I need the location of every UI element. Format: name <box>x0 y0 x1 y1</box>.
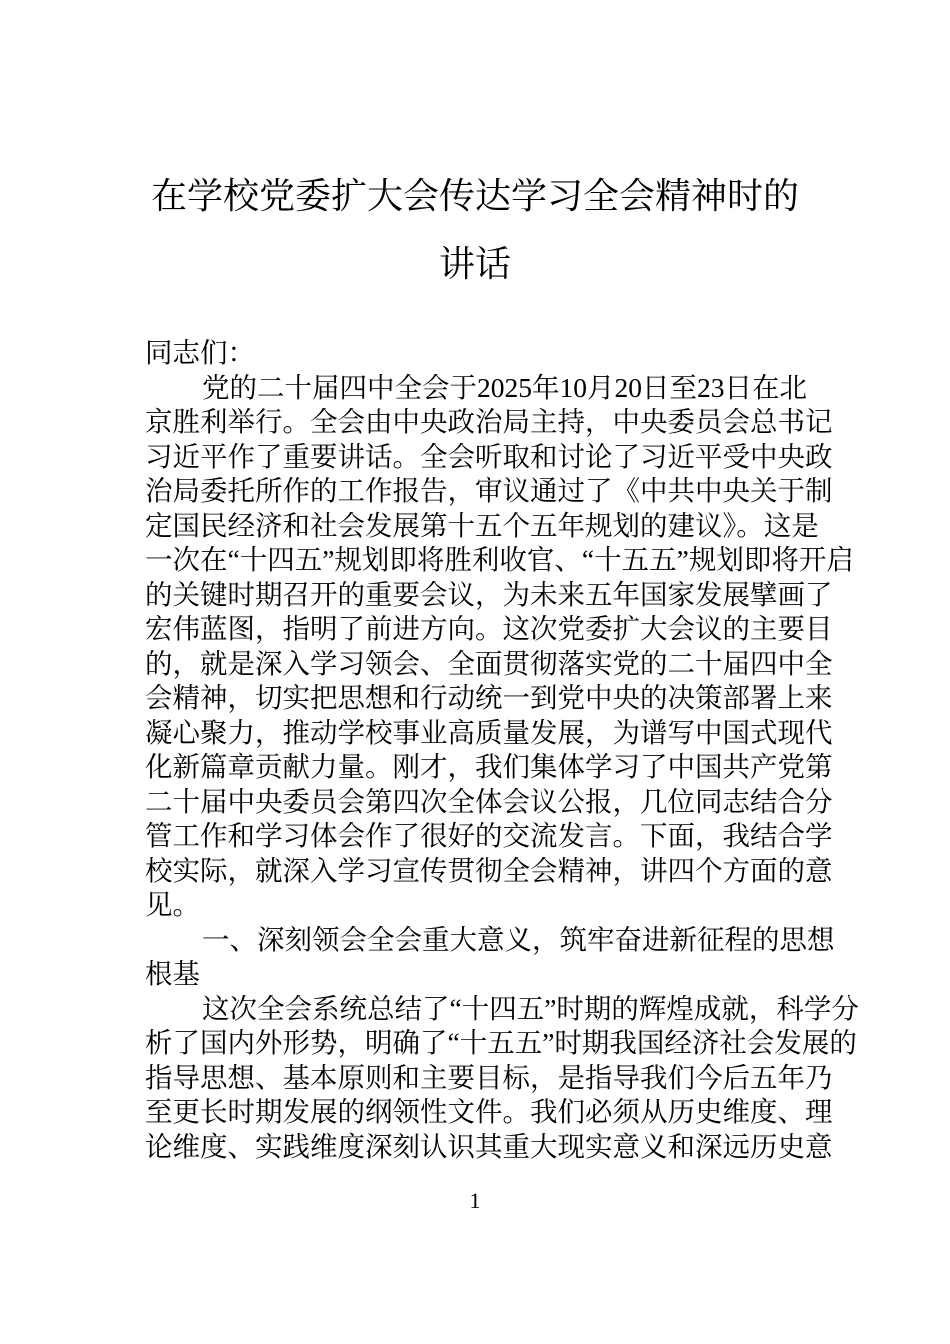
text-line: 凝心聚力，推动学校事业高质量发展，为谱写中国式现代 <box>145 716 833 748</box>
salutation <box>145 336 805 371</box>
text-line: 论维度、实践维度深刻认识其重大现实意义和深远历史意 <box>145 1130 833 1162</box>
text-line: 化新篇章贡献力量。刚才，我们集体学习了中国共产党第 <box>145 751 833 782</box>
text-line: 习近平作了重要讲话。全会听取和讨论了习近平受中央政 <box>145 440 833 472</box>
text-line: 一、深刻领会全会重大意义，筑牢奋进新征程的思想 <box>202 923 835 955</box>
text-line: 京胜利举行。全会由中央政治局主持，中央委员会总书记 <box>145 406 833 437</box>
document-body <box>145 336 859 1164</box>
text-line: 党的二十届四中全会于2025年10月20日至23日在北 <box>202 371 807 403</box>
text-line: 这次全会系统总结了“十四五”时期的辉煌成就，科学分 <box>202 992 859 1024</box>
text-line: 根基 <box>145 958 200 989</box>
text-line: 至更长时期发展的纲领性文件。我们必须从历史维度、理 <box>145 1096 833 1127</box>
section-heading <box>145 923 835 992</box>
text-line: 同志们： <box>145 337 255 368</box>
paragraph <box>145 371 854 923</box>
text-line: 治局委托所作的工作报告，审议通过了《中共中央关于制 <box>145 475 833 506</box>
text-line: 析了国内外形势，明确了“十五五”时期我国经济社会发展的 <box>145 1027 857 1058</box>
text-line: 校实际，就深入学习宣传贯彻全会精神，讲四个方面的意 <box>145 854 833 886</box>
text-line: 见。 <box>145 889 200 920</box>
text-line: 会精神，切实把思想和行动统一到党中央的决策部署上来 <box>145 682 833 713</box>
text-line: 定国民经济和社会发展第十五个五年规划的建议》。这是 <box>145 509 819 541</box>
document-title-line-2: 讲话 <box>438 244 511 284</box>
paragraph <box>145 992 859 1165</box>
text-line: 的，就是深入学习领会、全面贯彻落实党的二十届四中全 <box>145 647 833 679</box>
text-line: 一次在“十四五”规划即将胜利收官、“十五五”规划即将开启 <box>145 544 854 575</box>
text-line: 指导思想、基本原则和主要目标，是指导我们今后五年乃 <box>145 1061 833 1093</box>
text-line: 二十届中央委员会第四次全体会议公报，几位同志结合分 <box>145 785 833 817</box>
text-line: 的关键时期召开的重要会议，为未来五年国家发展擘画了 <box>145 578 833 610</box>
text-line: 管工作和学习体会作了很好的交流发言。下面，我结合学 <box>145 820 833 851</box>
document-title-line-1: 在学校党委扩大会传达学习全会精神时的 <box>150 176 799 216</box>
page-number: 1 <box>469 1188 481 1213</box>
text-line: 宏伟蓝图，指明了前进方向。这次党委扩大会议的主要目 <box>145 613 833 644</box>
